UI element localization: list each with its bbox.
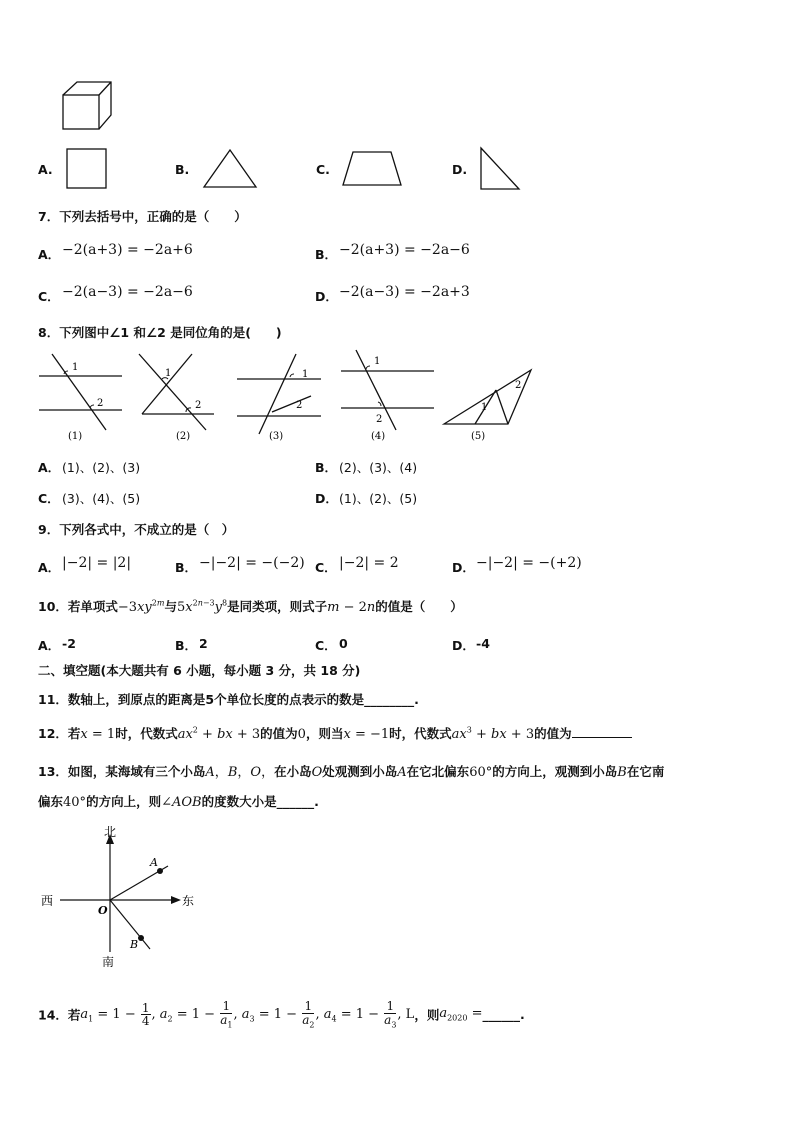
q7-option-b-expr: −2(a+3) = −2a−6 [339, 242, 470, 258]
fig2-angle1-label: 1 [165, 368, 172, 379]
compass-point-a-label: A [150, 856, 158, 869]
q10-stem-prefix: 10．若单项式 [38, 599, 118, 614]
fig1-angle1-label: 1 [72, 362, 79, 373]
q7-stem: 7．下列去括号中，正确的是（ ） [38, 209, 247, 224]
fig3-angle2-label: 2 [296, 400, 303, 411]
q6-option-b-label: B. [175, 162, 190, 177]
q6-option-c-label: C. [316, 162, 330, 177]
q8-option-a-text: (1)、(2)、(3) [62, 460, 141, 475]
q10-expression: m − 2n [327, 600, 376, 615]
q8-option-a-label: A． [38, 460, 61, 475]
q7-option-a-label: A． [38, 247, 61, 262]
fig4-angle2-label: 2 [376, 414, 383, 425]
compass-south-label: 南 [102, 955, 115, 969]
trapezoid-figure [341, 150, 403, 188]
q10-stem-mid: 与 [164, 599, 177, 614]
q10-option-a-text: -2 [62, 636, 76, 651]
q10-option-b-text: 2 [199, 636, 208, 651]
q8-stem: 8．下列图中∠1 和∠2 是同位角的是( ) [38, 325, 282, 340]
compass-east-label: 东 [182, 894, 195, 908]
q9-option-d-expr: −|−2| = −(+2) [476, 555, 582, 571]
fig5-caption: (5) [471, 431, 486, 442]
q11-text: 11．数轴上，到原点的距离是5个单位长度的点表示的数是________. [38, 692, 419, 707]
q8-option-c-label: C． [38, 491, 60, 506]
q13-line-2: 偏东40°的方向上，则∠AOB的度数大小是______. [38, 794, 319, 810]
q9-option-c-label: C． [315, 560, 337, 575]
q8-option-b-label: B． [315, 460, 338, 475]
q8-option-d-label: D． [315, 491, 338, 506]
q8-option-c-text: (3)、(4)、(5) [62, 491, 141, 506]
fig2-caption: (2) [176, 431, 191, 442]
fig5-angle1-label: 1 [481, 402, 488, 413]
right-triangle-figure [478, 146, 522, 192]
q9-stem: 9．下列各式中，不成立的是（ ） [38, 522, 235, 537]
q12-text: 12．若x = 1时，代数式$ax^2$ + bx + 3的值为0，则当x = −1时，代数式$ax^3$ + bx + 3的值为 [38, 724, 632, 742]
q9-option-b-expr: −|−2| = −(−2) [199, 555, 305, 571]
q7-option-d-expr: −2(a−3) = −2a+3 [339, 284, 470, 300]
fig4-angle1-label: 1 [374, 356, 381, 367]
fig3-caption: (3) [269, 431, 284, 442]
q8-figure-1 [39, 354, 122, 442]
q10-monomial-1: $-3xy^{2m}$ [117, 598, 165, 615]
fig4-caption: (4) [371, 431, 386, 442]
square-figure [66, 148, 108, 190]
compass-north-label: 北 [104, 825, 117, 839]
section-2-title: 二、填空题(本大题共有 6 小题，每小题 3 分，共 18 分) [38, 663, 361, 678]
cube-figure [60, 80, 116, 132]
fig3-angle1-label: 1 [302, 369, 309, 380]
q10-option-c-label: C． [315, 638, 337, 653]
fig5-angle2-label: 2 [515, 380, 522, 391]
q7-option-b-label: B． [315, 247, 338, 262]
q10-option-d-label: D． [452, 638, 475, 653]
q6-option-a-label: A. [38, 162, 53, 177]
q8-figure-3 [237, 354, 321, 442]
q10-option-a-label: A． [38, 638, 61, 653]
q10-option-c-text: 0 [339, 636, 348, 651]
compass-diagram [38, 824, 208, 974]
triangle-figure [201, 148, 259, 190]
q10-stem-mid2: 是同类项，则式子 [227, 599, 328, 614]
q8-figure-2 [139, 354, 214, 442]
q7-option-d-label: D． [315, 289, 338, 304]
q9-option-c-expr: |−2| = 2 [339, 555, 399, 571]
q9-option-b-label: B． [175, 560, 198, 575]
q9-option-a-expr: |−2| = |2| [62, 555, 132, 571]
q6-option-d-label: D. [452, 162, 468, 177]
q9-option-d-label: D． [452, 560, 475, 575]
q8-option-d-text: (1)、(2)、(5) [339, 491, 418, 506]
q10-stem [38, 597, 463, 615]
compass-origin-label: O [98, 904, 108, 917]
q8-figures [34, 346, 544, 446]
fig1-caption: (1) [68, 431, 83, 442]
compass-point-b-label: B [130, 938, 139, 951]
q13-line-1: 13．如图，某海域有三个小岛A，B，O，在小岛O处观测到小岛A在它北偏东60°的方向上，观测到小岛B在它南 [38, 764, 665, 780]
q9-option-a-label: A． [38, 560, 61, 575]
q8-option-b-text: (2)、(3)、(4) [339, 460, 418, 475]
q10-monomial-2: $5x^{2n-3}y^8$ [176, 598, 228, 615]
q14-text: 14．若$a_1 = 1$ − $\frac{1}{4}$ , $a_2 = 1$ − $\frac{1}{a_1}$ , $a_3 = 1$ − $\frac{1}{a_2}$ , $a_4 = 1$ − $\frac{1}{a_3}$ , L，则$a_{2020}$ =______. [38, 999, 525, 1029]
q10-option-b-label: B． [175, 638, 198, 653]
compass-west-label: 西 [41, 894, 54, 908]
fig1-angle2-label: 2 [97, 398, 104, 409]
q7-option-c-label: C． [38, 289, 60, 304]
q7-option-a-expr: −2(a+3) = −2a+6 [62, 242, 193, 258]
q7-option-c-expr: −2(a−3) = −2a−6 [62, 284, 193, 300]
q8-figure-5 [444, 370, 531, 442]
q8-figure-4 [341, 350, 434, 442]
fig2-angle2-label: 2 [195, 400, 202, 411]
q10-option-d-text: -4 [476, 636, 490, 651]
q10-stem-suffix: 的值是（ ） [375, 599, 463, 614]
